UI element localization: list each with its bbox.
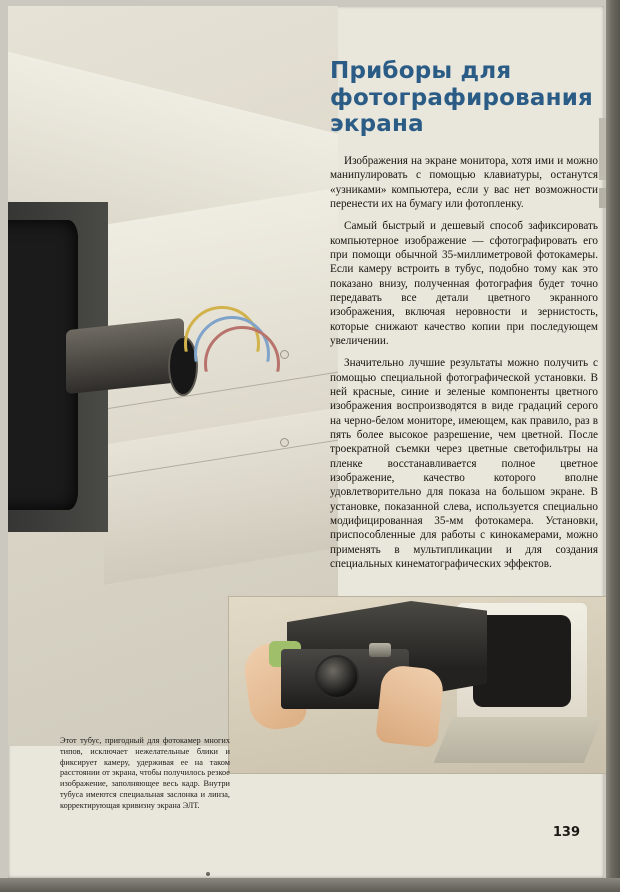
page-number: 139 xyxy=(552,825,580,840)
bottom-edge-band xyxy=(0,878,620,892)
inset-camera-lens xyxy=(315,655,359,699)
body-paragraph-2: Самый быстрый и дешевый способ зафиксировать компьютерное изображение — сфотографировать его при помощи обычной 35-миллиметровой фотокамеры. Если камеру встроить в тубус, подобно тому как это показано внизу, полученная фотография будет точно передавать все детали цветного экранного изображения, включая неровности и зернистость, которые снижают качество копии при последующем увеличении. xyxy=(330,220,598,347)
inset-camera-dial xyxy=(369,643,391,657)
registration-dot xyxy=(206,872,210,876)
inset-right-hand xyxy=(375,664,445,748)
inset-photo-camera-setup xyxy=(228,596,608,774)
camera-hood-tube xyxy=(66,318,184,394)
page-edge-strip xyxy=(606,0,620,892)
screw-icon xyxy=(280,350,289,359)
page-title: Приборы для фотографирования экрана xyxy=(330,58,594,138)
body-paragraph-1: Изображения на экране монитора, хотя ими и можно манипулировать с помощью клавиатуры, останутся «узниками» компьютера, если у вас нет возможности перенести их на бумагу или фотопленку. xyxy=(330,155,598,210)
page-edge-notch-secondary xyxy=(599,188,606,208)
figure-caption: Этот тубус, пригодный для фотокамер многих типов, исключает нежелательные блики и фиксирует камеру, удерживая ее на таком расстоянии от экрана, чтобы получилось резкое изображение, заполняющее весь кадр. Внутри тубуса имеются специальная заслонка и линза, корректирующая кривизну экрана ЭЛТ. xyxy=(60,736,230,810)
inset-monitor-stand xyxy=(434,717,603,763)
article-text-column xyxy=(330,58,598,579)
inset-monitor-screen xyxy=(473,615,571,707)
page-edge-notch xyxy=(599,118,606,180)
screw-icon xyxy=(280,438,289,447)
body-paragraph-3: Значительно лучшие результаты можно получить с помощью специальной фотографической установки. В ней красные, синие и зеленые компоненты цветного изображения воспроизводятся в виде градаций серого на черно-белом мониторе, имеющем, как правило, раз в пять более высокое разрешение, чем цветной. После троекратной съемки через цветные светофильтры на пленке восстанавливается полное цветное изображение, качество которого вполне удовлетворительно для показа на большом экране. В установке, показанной слева, используется специально модифицированная 35-мм фотокамера. Установки, приспособленные для работы с кинокамерами, можно применять в мультипликации и для создания специальных кинематографических эффектов. xyxy=(330,357,598,570)
